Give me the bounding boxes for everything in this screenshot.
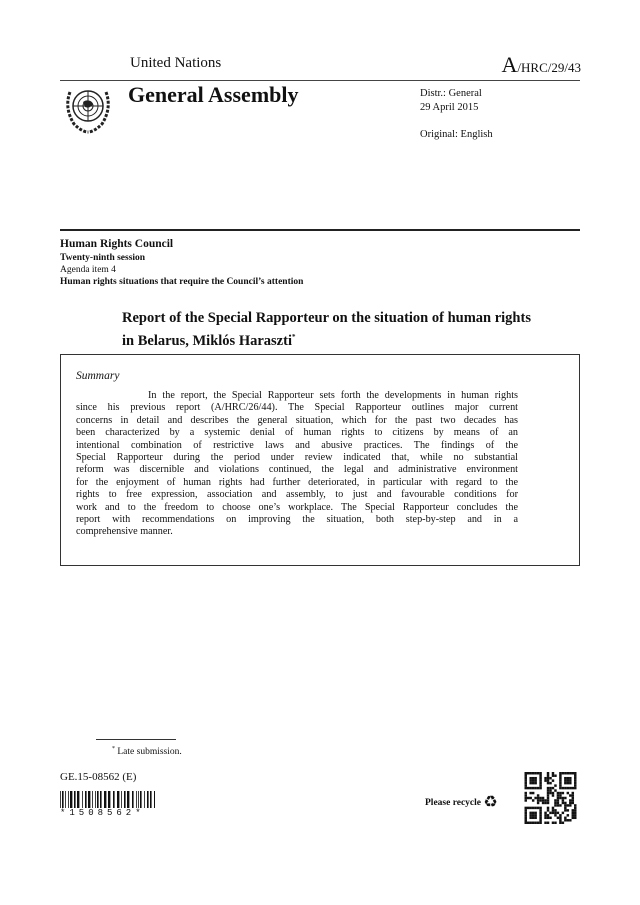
qr-module — [539, 822, 541, 824]
qr-module — [559, 794, 561, 796]
qr-module — [539, 819, 541, 821]
qr-module — [529, 779, 531, 781]
barcode-bar — [82, 791, 83, 808]
qr-module — [557, 792, 559, 794]
qr-module — [559, 772, 561, 774]
qr-module — [569, 802, 571, 804]
qr-module — [564, 819, 566, 821]
document-symbol — [502, 52, 581, 78]
qr-module — [567, 804, 569, 806]
qr-module — [569, 777, 571, 779]
recycle-note — [425, 792, 498, 812]
qr-module — [537, 797, 539, 799]
qr-module — [532, 779, 534, 781]
barcode-bar — [65, 791, 66, 808]
qr-module — [574, 804, 576, 806]
qr-module — [559, 784, 561, 786]
qr-module — [557, 804, 559, 806]
barcode-bar — [132, 791, 134, 808]
qr-module — [532, 812, 534, 814]
qr-module — [547, 814, 549, 816]
qr-module — [539, 772, 541, 774]
qr-module — [559, 792, 561, 794]
qr-module — [525, 817, 527, 819]
qr-module — [557, 802, 559, 804]
qr-module — [552, 772, 554, 774]
qr-module — [562, 792, 564, 794]
qr-module — [539, 779, 541, 781]
qr-module — [534, 787, 536, 789]
barcode-bar — [154, 791, 155, 808]
barcode-bar — [100, 791, 102, 808]
qr-module — [559, 797, 561, 799]
qr-module — [574, 777, 576, 779]
footnote-mark: * — [112, 746, 115, 752]
footnote — [112, 746, 182, 757]
barcode-bar — [70, 791, 72, 808]
barcode-bar — [60, 791, 61, 808]
qr-module — [525, 799, 527, 801]
qr-module — [567, 772, 569, 774]
qr-module — [567, 787, 569, 789]
qr-module — [572, 802, 574, 804]
qr-module — [572, 797, 574, 799]
distribution: Distr.: General — [420, 88, 482, 99]
qr-code — [523, 772, 578, 824]
qr-module — [572, 792, 574, 794]
qr-module — [557, 812, 559, 814]
un-emblem-icon — [62, 82, 114, 134]
qr-module — [549, 789, 551, 791]
qr-module — [547, 817, 549, 819]
qr-module — [559, 779, 561, 781]
qr-module — [574, 787, 576, 789]
qr-module — [547, 802, 549, 804]
qr-module — [529, 787, 531, 789]
qr-module — [539, 787, 541, 789]
job-number: GE.15-08562 (E) — [60, 771, 137, 783]
qr-module — [564, 782, 566, 784]
qr-module — [554, 812, 556, 814]
qr-module — [539, 817, 541, 819]
summary-line: since his previous report (A/HRC/26/44). The Special Rapporteur outlines major current — [76, 402, 518, 414]
qr-module — [572, 809, 574, 811]
barcode-bar — [144, 791, 145, 808]
qr-module — [547, 799, 549, 801]
footnote-mark: * — [291, 333, 296, 341]
qr-module — [544, 779, 546, 781]
qr-module — [547, 782, 549, 784]
qr-module — [569, 799, 571, 801]
barcode-bar — [62, 791, 64, 808]
qr-module — [529, 822, 531, 824]
body-name: General Assembly — [128, 82, 299, 107]
qr-module — [567, 777, 569, 779]
qr-module — [534, 822, 536, 824]
qr-module — [529, 792, 531, 794]
qr-module — [537, 802, 539, 804]
qr-module — [532, 772, 534, 774]
barcode-bar — [147, 791, 149, 808]
qr-module — [539, 797, 541, 799]
qr-module — [532, 799, 534, 801]
summary-line: concerns in detail and describes the general situation, which for the past two decades has — [76, 414, 518, 426]
qr-module — [542, 797, 544, 799]
qr-module — [532, 787, 534, 789]
qr-module — [562, 799, 564, 801]
qr-module — [544, 817, 546, 819]
qr-module — [547, 779, 549, 781]
qr-module — [559, 814, 561, 816]
qr-module — [552, 792, 554, 794]
barcode-bar — [136, 791, 137, 808]
qr-module — [544, 814, 546, 816]
barcode-bar — [88, 791, 90, 808]
qr-module — [564, 777, 566, 779]
qr-module — [534, 812, 536, 814]
qr-module — [559, 817, 561, 819]
qr-module — [554, 804, 556, 806]
summary-line: In the report, the Special Rapporteur sets forth the developments in human rights — [148, 390, 518, 401]
qr-module — [539, 784, 541, 786]
barcode-text: *1508562* — [60, 808, 145, 818]
session-name: Twenty-ninth session — [60, 253, 146, 263]
qr-module — [529, 777, 531, 779]
qr-module — [547, 797, 549, 799]
qr-module — [574, 807, 576, 809]
barcode-bar — [74, 791, 76, 808]
original-language: Original: English — [420, 129, 493, 140]
qr-module — [539, 799, 541, 801]
qr-module — [554, 774, 556, 776]
qr-module — [532, 817, 534, 819]
qr-module — [572, 817, 574, 819]
recycle-text: Please recycle — [425, 798, 481, 808]
report-title-text: Report of the Special Rapporteur on the situation of human rights in Belarus, Miklós Haraszti — [122, 310, 531, 349]
qr-module — [529, 812, 531, 814]
recycle-icon: ♻ — [483, 794, 498, 811]
summary-line: for the enjoyment of human rights had further deteriorated, in particular with regard to the — [76, 476, 518, 488]
qr-module — [532, 782, 534, 784]
qr-module — [539, 814, 541, 816]
qr-module — [534, 782, 536, 784]
symbol-rest: /HRC/29/43 — [517, 60, 581, 75]
qr-module — [574, 784, 576, 786]
qr-module — [547, 789, 549, 791]
barcode-bar — [121, 791, 122, 808]
qr-module — [569, 782, 571, 784]
qr-module — [574, 779, 576, 781]
qr-module — [554, 814, 556, 816]
barcode-bar — [124, 791, 126, 808]
qr-module — [547, 792, 549, 794]
qr-module — [552, 812, 554, 814]
qr-module — [569, 787, 571, 789]
qr-module — [547, 787, 549, 789]
qr-module — [539, 774, 541, 776]
qr-module — [537, 799, 539, 801]
qr-module — [525, 809, 527, 811]
qr-module — [574, 814, 576, 816]
qr-module — [572, 814, 574, 816]
qr-module — [525, 797, 527, 799]
council-name: Human Rights Council — [60, 238, 174, 250]
qr-module — [572, 812, 574, 814]
qr-module — [532, 814, 534, 816]
qr-module — [574, 817, 576, 819]
qr-module — [534, 777, 536, 779]
summary-line: work and to the freedom to choose one’s workplace. The Special Rapporteur concludes the — [76, 501, 518, 513]
qr-module — [547, 777, 549, 779]
barcode-bar — [127, 791, 129, 808]
qr-module — [567, 809, 569, 811]
qr-module — [527, 797, 529, 799]
qr-module — [547, 774, 549, 776]
qr-module — [557, 794, 559, 796]
qr-module — [547, 822, 549, 824]
qr-module — [534, 817, 536, 819]
barcode-bar — [117, 791, 119, 808]
qr-module — [525, 772, 527, 774]
qr-module — [537, 787, 539, 789]
barcode-bar — [108, 791, 110, 808]
qr-module — [574, 812, 576, 814]
qr-module — [562, 787, 564, 789]
qr-module — [567, 779, 569, 781]
qr-module — [549, 782, 551, 784]
qr-module — [552, 774, 554, 776]
qr-module — [552, 809, 554, 811]
qr-module — [525, 819, 527, 821]
qr-module — [564, 787, 566, 789]
qr-module — [527, 822, 529, 824]
qr-module — [562, 797, 564, 799]
qr-module — [574, 774, 576, 776]
summary-heading: Summary — [76, 370, 120, 382]
qr-module — [544, 802, 546, 804]
qr-module — [539, 807, 541, 809]
qr-module — [559, 782, 561, 784]
qr-module — [564, 804, 566, 806]
qr-module — [537, 807, 539, 809]
qr-module — [525, 784, 527, 786]
qr-module — [539, 777, 541, 779]
summary-line: been characterized by a systemic denial of human rights to citizens by means of an — [76, 427, 518, 439]
summary-line: report with recommendations on improving the situation, both step-by-step and in a — [76, 514, 518, 525]
qr-module — [547, 794, 549, 796]
qr-module — [562, 772, 564, 774]
qr-module — [534, 807, 536, 809]
qr-module — [525, 779, 527, 781]
qr-module — [564, 797, 566, 799]
qr-module — [532, 822, 534, 824]
qr-module — [537, 794, 539, 796]
barcode — [60, 791, 155, 808]
qr-module — [544, 777, 546, 779]
qr-module — [527, 807, 529, 809]
barcode-bar — [77, 791, 79, 808]
qr-module — [529, 772, 531, 774]
qr-module — [572, 794, 574, 796]
qr-module — [529, 807, 531, 809]
qr-module — [539, 809, 541, 811]
qr-module — [569, 779, 571, 781]
agenda-item: Agenda item 4 — [60, 265, 116, 275]
qr-module — [574, 782, 576, 784]
qr-module — [554, 802, 556, 804]
barcode-bar — [95, 791, 96, 808]
agenda-title: Human rights situations that require the Council’s attention — [60, 277, 304, 287]
qr-module — [525, 787, 527, 789]
qr-module — [549, 812, 551, 814]
barcode-bar — [138, 791, 139, 808]
barcode-bar — [140, 791, 142, 808]
qr-module — [532, 792, 534, 794]
qr-module — [564, 809, 566, 811]
qr-module — [569, 819, 571, 821]
qr-module — [532, 807, 534, 809]
qr-module — [534, 814, 536, 816]
qr-module — [547, 807, 549, 809]
qr-module — [569, 804, 571, 806]
barcode-bar — [97, 791, 99, 808]
qr-module — [525, 807, 527, 809]
qr-module — [539, 812, 541, 814]
qr-module — [564, 779, 566, 781]
barcode-bar — [68, 791, 69, 808]
qr-module — [537, 822, 539, 824]
footnote-rule — [96, 739, 176, 740]
qr-module — [569, 794, 571, 796]
qr-module — [562, 802, 564, 804]
qr-module — [525, 814, 527, 816]
qr-module — [549, 777, 551, 779]
issue-date: 29 April 2015 — [420, 102, 479, 113]
barcode-bar — [85, 791, 87, 808]
qr-module — [529, 797, 531, 799]
report-title — [122, 309, 542, 351]
qr-module — [572, 772, 574, 774]
qr-module — [559, 822, 561, 824]
barcode-bar — [150, 791, 152, 808]
footnote-text: Late submission. — [117, 747, 182, 758]
summary-line: reform was discernible and violations continued, the legal and administrative environment — [76, 464, 518, 476]
section-rule — [60, 229, 580, 231]
qr-module — [542, 799, 544, 801]
qr-module — [572, 799, 574, 801]
summary-line: Special Rapporteur during the period under review indicated that, while no substantial — [76, 452, 518, 463]
qr-module — [525, 782, 527, 784]
qr-module — [527, 772, 529, 774]
qr-module — [547, 809, 549, 811]
qr-module — [534, 797, 536, 799]
qr-module — [562, 822, 564, 824]
header-rule — [60, 80, 580, 81]
qr-module — [552, 779, 554, 781]
qr-module — [544, 812, 546, 814]
qr-module — [525, 777, 527, 779]
qr-module — [554, 809, 556, 811]
qr-module — [544, 799, 546, 801]
qr-module — [567, 792, 569, 794]
org-name: United Nations — [130, 55, 222, 71]
qr-module — [552, 807, 554, 809]
qr-module — [559, 787, 561, 789]
summary-line: intentional combination of restrictive laws and abusive practices. The findings of the — [76, 439, 518, 451]
qr-module — [527, 787, 529, 789]
qr-module — [567, 782, 569, 784]
qr-module — [549, 817, 551, 819]
barcode-bar — [92, 791, 93, 808]
qr-module — [529, 782, 531, 784]
qr-module — [549, 792, 551, 794]
qr-module — [567, 819, 569, 821]
qr-module — [552, 822, 554, 824]
qr-module — [557, 799, 559, 801]
barcode-bar — [104, 791, 106, 808]
qr-module — [554, 822, 556, 824]
qr-module — [534, 772, 536, 774]
qr-module — [554, 799, 556, 801]
summary-line: comprehensive manner. — [76, 526, 173, 538]
qr-module — [547, 772, 549, 774]
qr-module — [525, 822, 527, 824]
qr-module — [564, 772, 566, 774]
qr-module — [537, 772, 539, 774]
qr-module — [552, 787, 554, 789]
qr-module — [549, 787, 551, 789]
qr-module — [529, 817, 531, 819]
qr-module — [567, 814, 569, 816]
qr-module — [564, 807, 566, 809]
qr-module — [529, 814, 531, 816]
qr-module — [557, 817, 559, 819]
qr-module — [562, 812, 564, 814]
qr-module — [552, 794, 554, 796]
qr-module — [559, 819, 561, 821]
qr-module — [542, 802, 544, 804]
qr-module — [559, 777, 561, 779]
qr-module — [539, 782, 541, 784]
summary-line: rights to free expression, association and assembly, to just and favourable conditions for — [76, 489, 518, 501]
qr-module — [574, 809, 576, 811]
qr-module — [569, 772, 571, 774]
qr-module — [572, 787, 574, 789]
qr-module — [532, 777, 534, 779]
qr-module — [525, 812, 527, 814]
qr-module — [564, 802, 566, 804]
qr-module — [574, 772, 576, 774]
qr-module — [534, 779, 536, 781]
qr-module — [554, 789, 556, 791]
barcode-bar — [113, 791, 115, 808]
qr-module — [554, 784, 556, 786]
qr-module — [525, 774, 527, 776]
qr-module — [525, 792, 527, 794]
qr-module — [564, 817, 566, 819]
qr-module — [559, 774, 561, 776]
qr-module — [559, 804, 561, 806]
qr-module — [525, 794, 527, 796]
qr-module — [557, 797, 559, 799]
symbol-prefix: A — [501, 52, 518, 77]
qr-module — [544, 822, 546, 824]
